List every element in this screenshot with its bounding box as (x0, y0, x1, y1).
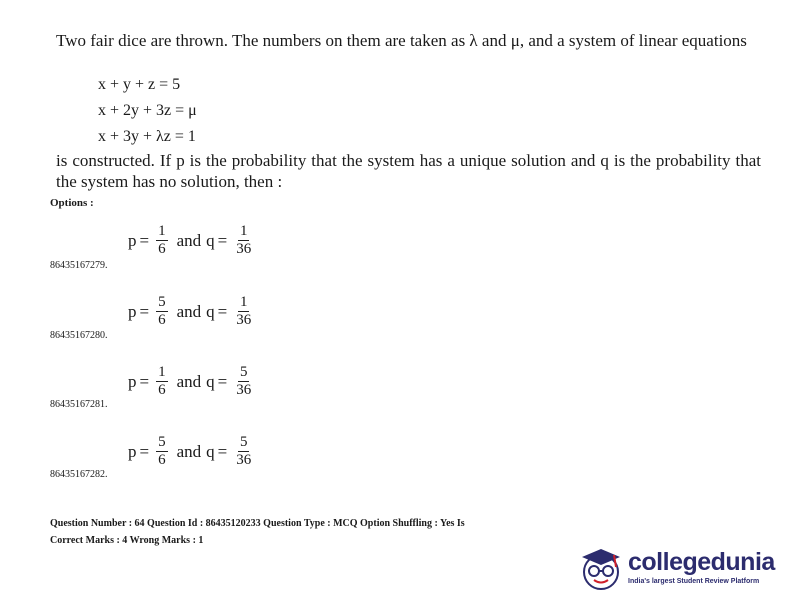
option-2-math[interactable] (128, 295, 257, 328)
question-meta-line-2: Correct Marks : 4 Wrong Marks : 1 (50, 535, 204, 546)
p-fraction: $\frac{1}{6}$ (158, 223, 166, 257)
equation-3: x + 3y + λz = 1 (98, 128, 196, 145)
option-1-math[interactable] (128, 224, 257, 257)
equals-sign: = (139, 230, 150, 250)
q-symbol: q (206, 371, 215, 391)
q-fraction: $\frac{1}{36}$ (236, 223, 252, 257)
q-symbol: q (206, 441, 215, 461)
equation-2: x + 2y + 3z = μ (98, 102, 197, 119)
option-3-math[interactable] (128, 365, 257, 398)
option-4-id: 86435167282. (50, 469, 108, 480)
q-symbol: q (206, 230, 215, 250)
p-symbol: p (128, 230, 137, 250)
equation-1: x + y + z = 5 (98, 76, 181, 93)
and-word: and (176, 441, 202, 461)
logo-wordmark: collegedunia (628, 548, 775, 576)
p-fraction: $\frac{1}{6}$ (158, 364, 166, 398)
equals-sign: = (217, 301, 228, 321)
graduate-mascot-icon (578, 543, 624, 591)
q-fraction: $\frac{1}{36}$ (236, 294, 252, 328)
equals-sign: = (217, 371, 228, 391)
q-fraction: $\frac{5}{36}$ (236, 364, 252, 398)
options-label: Options : (50, 197, 94, 209)
and-word: and (176, 301, 202, 321)
equals-sign: = (139, 441, 150, 461)
p-fraction: $\frac{5}{6}$ (158, 294, 166, 328)
equals-sign: = (139, 301, 150, 321)
p-fraction: $\frac{5}{6}$ (158, 434, 166, 468)
equals-sign: = (139, 371, 150, 391)
p-symbol: p (128, 301, 137, 321)
q-symbol: q (206, 301, 215, 321)
p-symbol: p (128, 371, 137, 391)
option-1-id: 86435167279. (50, 260, 108, 271)
and-word: and (176, 230, 202, 250)
and-word: and (176, 371, 202, 391)
question-body: is constructed. If p is the probability that the system has a unique solution and q is the probability that the system has no solution, then : (56, 151, 761, 191)
equals-sign: = (217, 441, 228, 461)
logo-tagline: India's largest Student Review Platform (628, 578, 760, 585)
question-meta-line-1: Question Number : 64 Question Id : 86435120233 Question Type : MCQ Option Shuffling : Yes Is (50, 518, 465, 529)
q-fraction: $\frac{5}{36}$ (236, 434, 252, 468)
option-2-id: 86435167280. (50, 330, 108, 341)
equals-sign: = (217, 230, 228, 250)
option-4-math[interactable] (128, 435, 257, 468)
p-symbol: p (128, 441, 137, 461)
question-intro: Two fair dice are thrown. The numbers on them are taken as λ and μ, and a system of linear equations (56, 31, 747, 50)
option-3-id: 86435167281. (50, 399, 108, 410)
